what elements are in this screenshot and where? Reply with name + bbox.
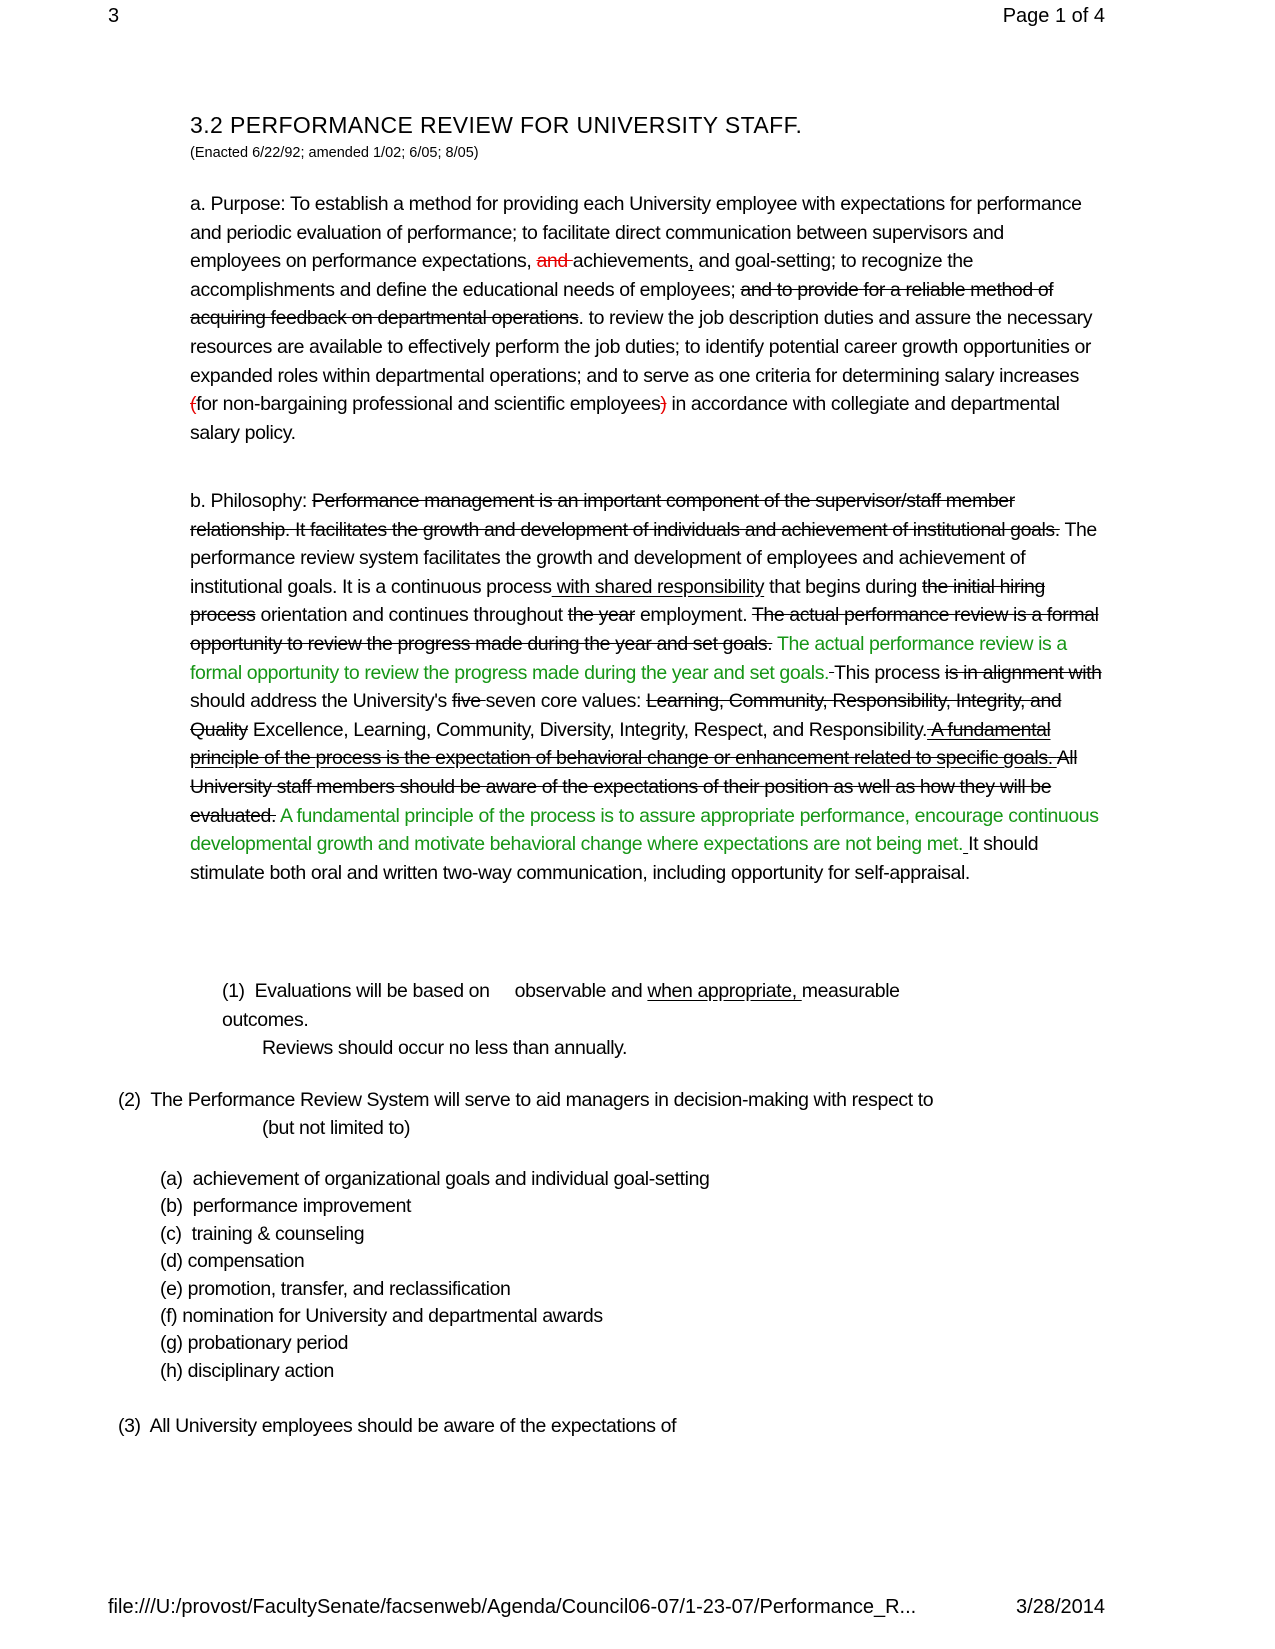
list-item: (a) achievement of organizational goals and individual goal-setting — [160, 1168, 710, 1190]
list-item: (h) disciplinary action — [160, 1359, 334, 1382]
purpose-paragraph: a. Purpose: To establish a method for providing each University employee with expectations for performance and periodic evaluation of performance; to facilitate direct communication between supervisors and employees on performance expectations, and achievements, and goal-setting; to recognize the accomplishments and define the educational needs of employees; and to provide for a reliable method of acquiring feedback on departmental operations. to review the job description duties and assure the necessary resources are available to effectively perform the job duties; to identify potential career growth opportunities or expanded roles within departmental operations; and to serve as one criteria for determining salary increases (for non-bargaining professional and scientific employees) in accordance with collegiate and departmental salary policy. — [190, 193, 1093, 444]
header-page-number: 3 — [108, 5, 120, 27]
decision-list — [160, 1166, 1060, 1385]
philosophy-paragraph: b. Philosophy: Performance management is an important component of the supervisor/staff member relationship. It facilitates the growth and development of individuals and achievement of institutional goals. The performance review system facilitates the growth and development of employees and achievement of institutional goals. It is a continuous process with shared responsibility that begins during the initial hiring process orientation and continues throughout the year employment. The actual performance review is a formal opportunity to review the progress made during the year and set goals. The actual performance review is a formal opportunity to review the progress made during the year and set goals. This process is in alignment with should address the University's five seven core values: Learning, Community, Responsibility, Integrity, and Quality Excellence, Learning, Community, Diversity, Integrity, Respect, and Responsibility. A fundamental principle of the process is the expectation of behavioral change or enhancement related to specific goals. All University staff members should be aware of the expectations of their position as well as how they will be evaluated. A fundamental principle of the process is to assure appropriate performance, encourage continuous developmental growth and motivate behavioral change where expectations are not being met. It should stimulate both oral and written two-way communication, including opportunity for self-appraisal. — [190, 490, 1102, 884]
item-3-paragraph: (3) All University employees should be aware of the expectations of — [118, 1415, 677, 1437]
footer-file-path: file:///U:/provost/FacultySenate/facsenweb/Agenda/Council06-07/1-23-07/Performance_R... — [108, 1596, 917, 1618]
list-item: (b) performance improvement — [160, 1195, 412, 1218]
list-item: (f) nomination for University and departmental awards — [160, 1305, 603, 1328]
document-title: 3.2 PERFORMANCE REVIEW FOR UNIVERSITY STAFF. — [190, 112, 803, 138]
header-page-label: Page 1 of 4 — [1002, 5, 1105, 27]
list-item: (g) probationary period — [160, 1332, 349, 1355]
document-subtitle: (Enacted 6/22/92; amended 1/02; 6/05; 8/05) — [190, 145, 479, 161]
footer-date: 3/28/2014 — [1016, 1596, 1105, 1618]
item-1-paragraph: (1) Evaluations will be based on observable and when appropriate, measurable outcomes. — [222, 980, 900, 1031]
item-2-continuation: (but not limited to) — [262, 1117, 411, 1139]
list-item: (d) compensation — [160, 1250, 305, 1273]
list-item: (e) promotion, transfer, and reclassification — [160, 1277, 511, 1300]
item-1-reviews-note: Reviews should occur no less than annually. — [262, 1037, 628, 1059]
list-item: (c) training & counseling — [160, 1222, 365, 1245]
item-2-paragraph: (2) The Performance Review System will serve to aid managers in decision-making with respect to — [118, 1089, 934, 1111]
